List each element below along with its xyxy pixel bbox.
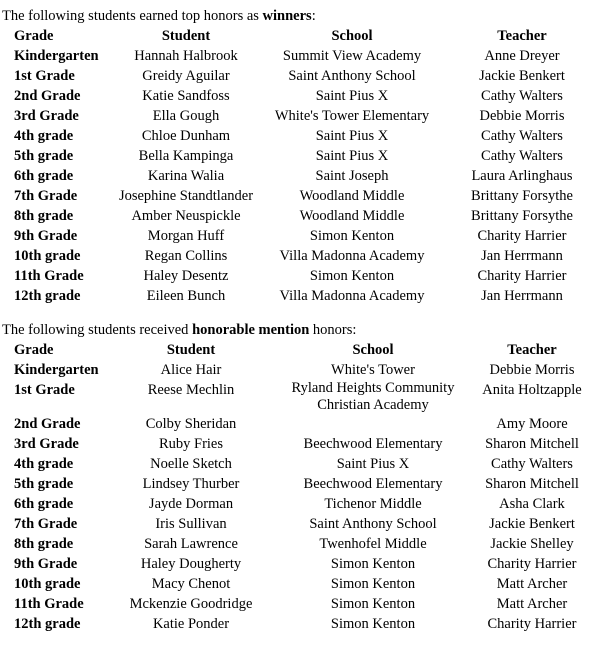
table-row <box>0 454 594 474</box>
honorable-teacher-cell: Jackie Benkert <box>489 516 575 532</box>
winners-school-cell: White's Tower Elementary <box>274 108 430 124</box>
honorable-student-cell: Macy Chenot <box>151 576 231 592</box>
winners-intro-end: : <box>311 8 316 24</box>
winners-teacher-cell: Anne Dreyer <box>484 48 560 64</box>
winners-teacher-cell: Jan Herrmann <box>481 248 563 264</box>
winners-table <box>0 26 606 306</box>
honorable-school-cell: Twenhofel Middle <box>319 536 427 552</box>
table-row <box>0 474 594 494</box>
honorable-school-cell: Tichenor Middle <box>324 496 422 512</box>
honorable-table <box>0 340 594 634</box>
honorable-grade-cell: 12th grade <box>14 616 81 632</box>
winners-school-cell: Saint Pius X <box>315 128 389 144</box>
honorable-teacher-cell: Sharon Mitchell <box>485 476 579 492</box>
winners-header-row <box>0 26 606 46</box>
honorable-school-cell: Beechwood Elementary <box>303 476 443 492</box>
winners-teacher-cell: Charity Harrier <box>477 228 567 244</box>
winners-student-cell: Josephine Standtlander <box>118 188 254 204</box>
winners-grade-cell: 2nd Grade <box>14 88 81 104</box>
honorable-school-cell: Saint Anthony School <box>309 516 437 532</box>
winners-student-cell: Ella Gough <box>152 108 220 124</box>
winners-student-cell: Eileen Bunch <box>146 288 226 304</box>
winners-student-cell: Morgan Huff <box>147 228 225 244</box>
honorable-school-cell: White's Tower <box>331 362 415 378</box>
honorable-intro <box>2 320 356 340</box>
winners-teacher-cell: Brittany Forsythe <box>471 188 573 204</box>
winners-school-cell: Simon Kenton <box>309 268 395 284</box>
honorable-intro-text: The following students received <box>2 322 193 338</box>
table-row <box>0 494 594 514</box>
honorable-grade-cell: Kindergarten <box>14 362 99 378</box>
winners-student-cell: Bella Kampinga <box>138 148 234 164</box>
winners-grade-cell: 4th grade <box>14 128 74 144</box>
honorable-student-cell: Mckenzie Goodridge <box>129 596 253 612</box>
honorable-teacher-cell: Jackie Shelley <box>490 536 574 552</box>
honorable-grade-cell: 11th Grade <box>14 596 84 612</box>
honorable-teacher-cell: Matt Archer <box>496 576 568 592</box>
table-row <box>0 166 606 186</box>
winners-student-cell: Hannah Halbrook <box>134 48 238 64</box>
winners-student-cell: Katie Sandfoss <box>142 88 230 104</box>
honorable-teacher-cell: Cathy Walters <box>491 456 573 472</box>
table-row <box>0 186 606 206</box>
winners-grade-cell: 3rd Grade <box>14 108 79 124</box>
honorable-school-cell: Beechwood Elementary <box>303 436 443 452</box>
honorable-grade-cell: 7th Grade <box>14 516 78 532</box>
honorable-student-cell: Haley Dougherty <box>140 556 242 572</box>
table-row <box>0 574 594 594</box>
winners-school-cell: Saint Pius X <box>315 148 389 164</box>
honorable-intro-bold: honorable mention <box>192 322 310 338</box>
winners-school-cell: Saint Anthony School <box>288 68 416 84</box>
winners-teacher-cell: Cathy Walters <box>481 128 563 144</box>
winners-school-cell: Summit View Academy <box>282 48 422 64</box>
winners-grade-cell: 1st Grade <box>14 68 75 84</box>
honorable-intro-end: honors: <box>309 322 357 338</box>
honorable-student-cell: Jayde Dorman <box>148 496 234 512</box>
honorable-teacher-cell: Asha Clark <box>499 496 565 512</box>
winners-teacher-cell: Charity Harrier <box>477 268 567 284</box>
table-row <box>0 246 606 266</box>
table-row <box>0 360 594 380</box>
winners-school-cell: Villa Madonna Academy <box>279 248 425 264</box>
honorable-teacher-cell: Charity Harrier <box>487 616 577 632</box>
honorable-student-cell: Colby Sheridan <box>145 416 237 432</box>
winners-teacher-cell: Debbie Morris <box>479 108 565 124</box>
honorable-school-cell: Simon Kenton <box>330 616 416 632</box>
honorable-grade-cell: 4th grade <box>14 456 74 472</box>
winners-grade-cell: 5th grade <box>14 148 74 164</box>
honorable-student-cell: Katie Ponder <box>152 616 230 632</box>
winners-intro-text: The following students earned top honors as <box>2 8 263 24</box>
table-row <box>0 206 606 226</box>
winners-teacher-cell: Brittany Forsythe <box>471 208 573 224</box>
honorable-school-cell <box>276 414 470 434</box>
honorable-teacher-cell: Debbie Morris <box>489 362 575 378</box>
winners-teacher-cell: Cathy Walters <box>481 148 563 164</box>
honorable-school-cell: Simon Kenton <box>330 556 416 572</box>
winners-grade-cell: 10th grade <box>14 248 81 264</box>
honorable-student-cell: Lindsey Thurber <box>142 476 240 492</box>
winners-student-cell: Karina Walia <box>147 168 225 184</box>
table-row <box>0 66 606 86</box>
honorable-grade-cell: 9th Grade <box>14 556 78 572</box>
honorable-grade-cell: 2nd Grade <box>14 416 81 432</box>
winners-teacher-cell: Laura Arlinghaus <box>471 168 573 184</box>
winners-student-cell: Chloe Dunham <box>141 128 231 144</box>
honorable-header-student: Student <box>166 342 216 358</box>
honorable-grade-cell: 5th grade <box>14 476 74 492</box>
table-row <box>0 534 594 554</box>
winners-teacher-cell: Jan Herrmann <box>481 288 563 304</box>
winners-school-cell: Saint Joseph <box>315 168 389 184</box>
honorable-grade-cell: 8th grade <box>14 536 74 552</box>
table-row <box>0 226 606 246</box>
honorable-student-cell: Alice Hair <box>160 362 222 378</box>
table-row <box>0 514 594 534</box>
winners-grade-cell: 7th Grade <box>14 188 78 204</box>
honorable-school-cell: Simon Kenton <box>330 596 416 612</box>
honorable-header-teacher: Teacher <box>507 342 557 358</box>
table-row <box>0 380 594 414</box>
winners-grade-cell: Kindergarten <box>14 48 99 64</box>
winners-intro-bold: winners <box>262 8 312 24</box>
honorable-teacher-cell: Sharon Mitchell <box>485 436 579 452</box>
winners-school-cell: Simon Kenton <box>309 228 395 244</box>
winners-intro <box>2 6 316 26</box>
winners-school-cell: Villa Madonna Academy <box>279 288 425 304</box>
honorable-grade-cell: 10th grade <box>14 576 81 592</box>
honorable-school-cell: Ryland Heights Community Christian Academy <box>291 380 455 413</box>
honorable-student-cell: Ruby Fries <box>158 436 224 452</box>
table-row <box>0 146 606 166</box>
winners-header-grade: Grade <box>14 28 54 44</box>
winners-teacher-cell: Jackie Benkert <box>479 68 565 84</box>
table-row <box>0 286 606 306</box>
table-row <box>0 266 606 286</box>
honorable-grade-cell: 1st Grade <box>14 382 75 398</box>
winners-student-cell: Regan Collins <box>144 248 228 264</box>
winners-header-student: Student <box>161 28 211 44</box>
table-row <box>0 554 594 574</box>
winners-student-cell: Haley Desentz <box>143 268 229 284</box>
winners-grade-cell: 12th grade <box>14 288 81 304</box>
table-row <box>0 414 594 434</box>
table-row <box>0 86 606 106</box>
winners-school-cell: Woodland Middle <box>299 188 405 204</box>
winners-grade-cell: 6th grade <box>14 168 74 184</box>
winners-student-cell: Greidy Aguilar <box>142 68 230 84</box>
table-row <box>0 594 594 614</box>
table-row <box>0 434 594 454</box>
winners-school-cell: Saint Pius X <box>315 88 389 104</box>
winners-grade-cell: 9th Grade <box>14 228 78 244</box>
honorable-header-row <box>0 340 594 360</box>
honorable-student-cell: Reese Mechlin <box>147 382 235 398</box>
winners-header-school: School <box>331 28 373 44</box>
honorable-student-cell: Noelle Sketch <box>150 456 232 472</box>
honorable-student-cell: Sarah Lawrence <box>144 536 238 552</box>
winners-student-cell: Amber Neuspickle <box>131 208 241 224</box>
honorable-teacher-cell: Amy Moore <box>496 416 568 432</box>
honorable-teacher-cell: Charity Harrier <box>487 556 577 572</box>
honorable-header-school: School <box>352 342 394 358</box>
honorable-student-cell: Iris Sullivan <box>155 516 227 532</box>
table-row <box>0 106 606 126</box>
honorable-school-cell: Simon Kenton <box>330 576 416 592</box>
table-row <box>0 126 606 146</box>
honorable-grade-cell: 6th grade <box>14 496 74 512</box>
honorable-teacher-cell: Anita Holtzapple <box>482 382 582 398</box>
winners-grade-cell: 11th Grade <box>14 268 84 284</box>
table-row <box>0 614 594 634</box>
table-row <box>0 46 606 66</box>
honorable-school-cell: Saint Pius X <box>336 456 410 472</box>
winners-grade-cell: 8th grade <box>14 208 74 224</box>
honorable-teacher-cell: Matt Archer <box>496 596 568 612</box>
winners-header-teacher: Teacher <box>497 28 547 44</box>
honorable-header-grade: Grade <box>14 342 54 358</box>
winners-school-cell: Woodland Middle <box>299 208 405 224</box>
winners-teacher-cell: Cathy Walters <box>481 88 563 104</box>
honorable-grade-cell: 3rd Grade <box>14 436 79 452</box>
